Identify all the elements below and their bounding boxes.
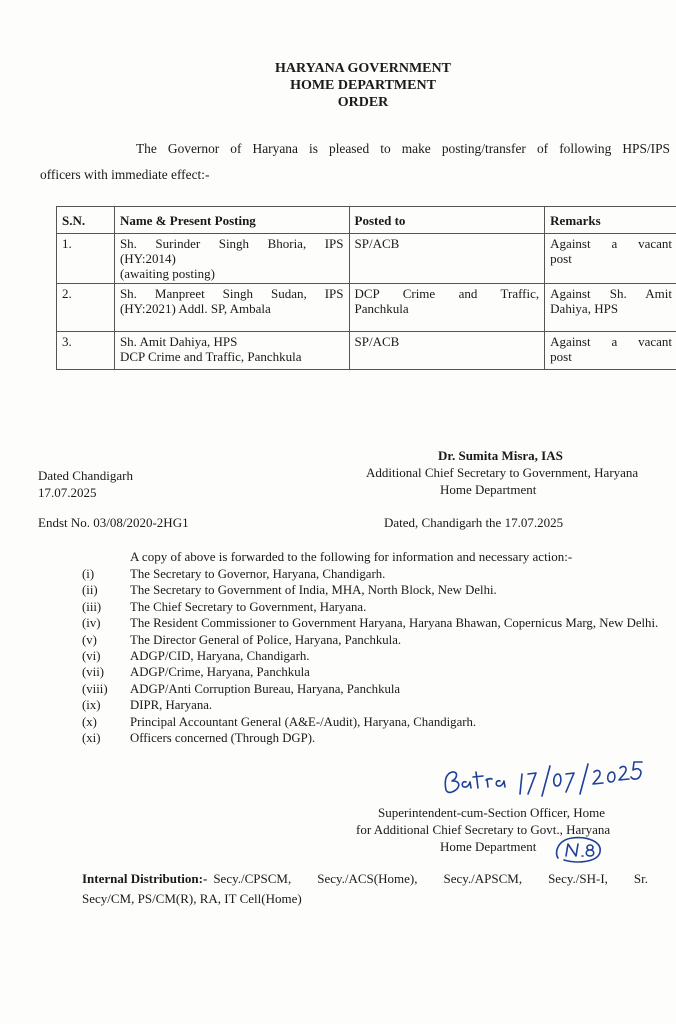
endorsement-dated: Dated, Chandigarh the 17.07.2025 xyxy=(384,515,564,530)
col-header-sn: S.N. xyxy=(57,207,115,234)
name-line: (awaiting posting) xyxy=(119,266,215,281)
remarks-line: Against a vacant xyxy=(550,334,672,349)
list-item-number: (vii) xyxy=(82,665,105,680)
list-item-text: ADGP/CID, Haryana, Chandigarh. xyxy=(130,649,310,664)
cell-posted xyxy=(349,332,545,370)
signatory-name: Dr. Sumita Misra, IAS xyxy=(438,448,563,463)
cell-remarks xyxy=(545,332,676,370)
posted-line: SP/ACB xyxy=(354,334,400,349)
list-item-text: Officers concerned (Through DGP). xyxy=(130,731,316,746)
table-row xyxy=(57,234,676,284)
list-item-number: (v) xyxy=(82,632,97,647)
col-header-remarks: Remarks xyxy=(545,207,676,234)
list-item xyxy=(82,697,662,713)
list-item-text: The Secretary to Government of India, MHA, North Block, New Delhi. xyxy=(130,583,497,598)
list-item-text: The Secretary to Governor, Haryana, Chandigarh. xyxy=(130,567,386,581)
intro-line-2: officers with immediate effect:- xyxy=(40,167,210,182)
internal-distribution xyxy=(82,869,648,909)
dated-date: 17.07.2025 xyxy=(38,485,97,500)
signatory-department: Home Department xyxy=(440,482,537,497)
handwritten-signature xyxy=(438,752,668,812)
list-item-text: The Chief Secretary to Government, Haryana. xyxy=(130,599,367,614)
list-item-number: (x) xyxy=(82,714,97,729)
remarks-line: Dahiya, HPS xyxy=(550,301,619,316)
table-row xyxy=(57,284,676,332)
cell-posted xyxy=(349,284,545,332)
posting-table xyxy=(56,206,676,370)
officer-line-3: Home Department xyxy=(440,839,537,854)
list-item xyxy=(82,648,662,664)
recipient-list xyxy=(82,566,662,746)
officer-line-2: for Additional Chief Secretary to Govt., Haryana xyxy=(356,822,611,837)
list-item-number: (iii) xyxy=(82,599,102,614)
posted-line: Panchkula xyxy=(354,301,409,316)
cell-remarks xyxy=(545,234,676,284)
list-item-text: The Resident Commissioner to Government Haryana, Haryana Bhawan, Copernicus Marg, New Delhi. xyxy=(130,616,659,631)
list-item-number: (viii) xyxy=(82,681,108,696)
list-item-number: (xi) xyxy=(82,731,101,746)
list-item-text: The Director General of Police, Haryana, Panchkula. xyxy=(130,632,402,647)
name-line: Sh. Surinder Singh Bhoria, IPS xyxy=(119,236,344,251)
list-item xyxy=(82,599,662,615)
name-line: (HY:2021) Addl. SP, Ambala xyxy=(119,301,271,316)
col-header-name: Name & Present Posting xyxy=(114,207,349,234)
list-item-number: (vi) xyxy=(82,649,101,664)
list-item xyxy=(82,632,662,648)
list-item xyxy=(82,582,662,598)
list-item xyxy=(82,714,662,730)
header-line-department: HOME DEPARTMENT xyxy=(290,78,436,93)
cell-remarks xyxy=(545,284,676,332)
cell-sn xyxy=(57,332,115,370)
row-sn: 3. xyxy=(62,334,72,349)
cell-posted xyxy=(349,234,545,284)
endorsement-number: Endst No. 03/08/2020-2HG1 xyxy=(38,515,189,530)
endorsement-intro: A copy of above is forwarded to the following for information and necessary action:- xyxy=(130,549,573,564)
internal-distribution-text-1: Secy./CPSCM, Secy./ACS(Home), Secy./APSCM, Secy./SH-I, Sr. xyxy=(213,871,648,886)
list-item xyxy=(82,615,662,631)
internal-distribution-text-2: Secy/CM, PS/CM(R), RA, IT Cell(Home) xyxy=(82,891,302,906)
remarks-line: post xyxy=(550,251,572,266)
list-item xyxy=(82,730,662,746)
cell-name xyxy=(114,234,349,284)
table-row xyxy=(57,332,676,370)
posted-line: DCP Crime and Traffic, xyxy=(354,286,540,301)
name-line: Sh. Amit Dahiya, HPS xyxy=(119,334,238,349)
signatory-designation: Additional Chief Secretary to Government, Haryana xyxy=(366,465,639,480)
list-item-number: (iv) xyxy=(82,616,101,631)
list-item-text: ADGP/Crime, Haryana, Panchkula xyxy=(130,665,310,680)
internal-distribution-label: Internal Distribution:- xyxy=(82,871,208,886)
header-line-government: HARYANA GOVERNMENT xyxy=(275,61,451,76)
list-item-text: Principal Accountant General (A&E-/Audit), Haryana, Chandigarh. xyxy=(130,714,477,729)
officer-line-1: Superintendent-cum-Section Officer, Home xyxy=(378,805,606,820)
posted-line: SP/ACB xyxy=(354,236,400,251)
cell-sn xyxy=(57,284,115,332)
remarks-line: Against Sh. Amit xyxy=(550,286,672,301)
list-item xyxy=(82,664,662,680)
cell-name xyxy=(114,332,349,370)
table-header-row xyxy=(57,207,676,234)
list-item-text: ADGP/Anti Corruption Bureau, Haryana, Panchkula xyxy=(130,681,401,696)
row-sn: 1. xyxy=(62,236,72,251)
list-item-text: DIPR, Haryana. xyxy=(130,698,213,713)
header-line-order: ORDER xyxy=(337,95,389,110)
internal-distribution-line-1 xyxy=(82,869,648,889)
dated-place: Dated Chandigarh xyxy=(38,468,133,483)
col-header-posted: Posted to xyxy=(349,207,545,234)
cell-sn xyxy=(57,234,115,284)
list-item xyxy=(82,681,662,697)
list-item-number: (i) xyxy=(82,567,95,581)
row-sn: 2. xyxy=(62,286,72,301)
name-line: DCP Crime and Traffic, Panchkula xyxy=(119,349,302,364)
name-line: (HY:2014) xyxy=(119,251,176,266)
name-line: Sh. Manpreet Singh Sudan, IPS xyxy=(119,286,344,301)
list-item-number: (ii) xyxy=(82,583,98,598)
cell-name xyxy=(114,284,349,332)
intro-line-1: The Governor of Haryana is pleased to make posting/transfer of following HPS/IPS xyxy=(136,141,670,156)
list-item-number: (ix) xyxy=(82,698,101,713)
list-item xyxy=(82,566,662,582)
remarks-line: Against a vacant xyxy=(550,236,672,251)
remarks-line: post xyxy=(550,349,572,364)
